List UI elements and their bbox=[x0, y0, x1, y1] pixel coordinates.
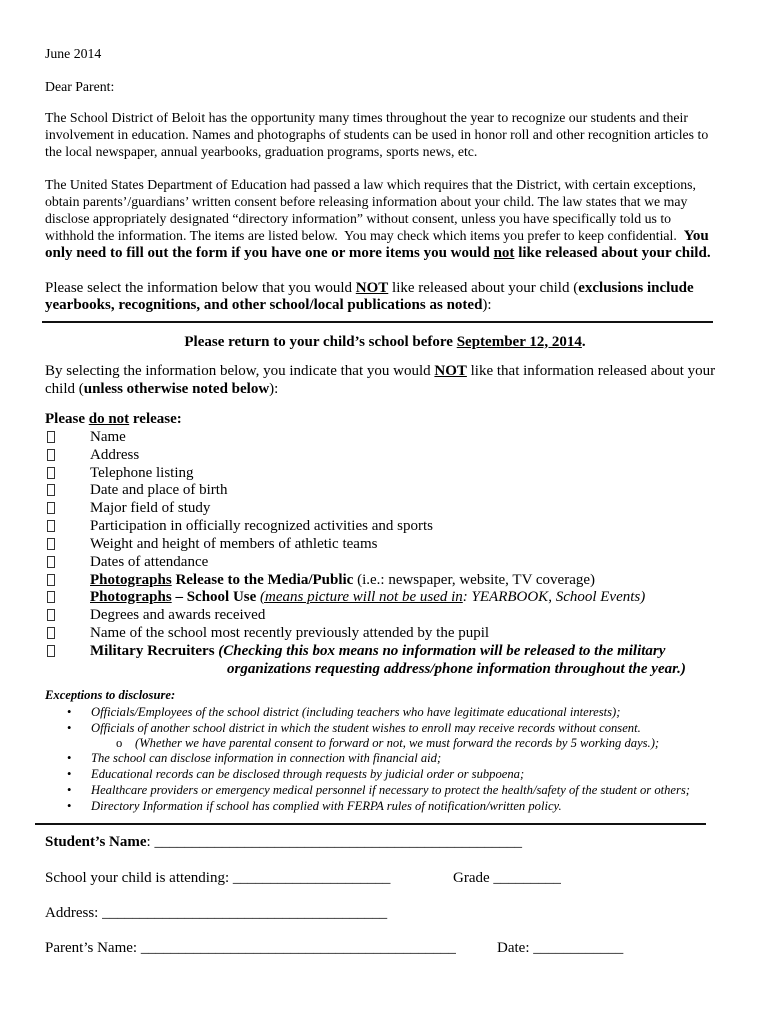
release-heading bbox=[45, 410, 182, 428]
release-item-label: Major field of study bbox=[90, 499, 211, 516]
activities-checkbox[interactable] bbox=[47, 520, 55, 532]
photographs-label: Photographs bbox=[90, 571, 172, 588]
exception-item bbox=[0, 799, 770, 814]
photo-school-note: : YEARBOOK, School Events) bbox=[462, 588, 646, 605]
law-line-text: withhold the information. The items are listed below. You may check which items you prefer to keep confidential. bbox=[45, 228, 684, 243]
indicate-text: ): bbox=[269, 380, 279, 397]
law-emphasis-start: You bbox=[683, 228, 709, 244]
indicate-note: unless otherwise noted below bbox=[83, 380, 270, 397]
address-checkbox[interactable] bbox=[47, 449, 55, 461]
select-text: like released about your child ( bbox=[388, 279, 579, 296]
divider bbox=[42, 321, 713, 323]
indicate-text: like that information released about your bbox=[466, 362, 716, 379]
return-notice bbox=[0, 333, 770, 351]
photo-school-note: (means picture will not be used in bbox=[260, 588, 463, 605]
date-field[interactable]: ____________ bbox=[533, 939, 624, 956]
exception-text: The school can disclose information in connection with financial aid; bbox=[91, 751, 442, 765]
release-item-label: Name of the school most recently previously attended by the pupil bbox=[90, 624, 490, 641]
release-item-activities bbox=[0, 517, 770, 535]
address-field[interactable]: ______________________________________ bbox=[102, 904, 388, 921]
release-item-label: Name bbox=[90, 428, 126, 445]
intro-line: the local newspaper, annual yearbooks, graduation programs, sports news, etc. bbox=[45, 144, 478, 159]
photo-media-note: (i.e.: newspaper, website, TV coverage) bbox=[353, 571, 595, 588]
law-emphasis-line bbox=[45, 244, 711, 262]
indicate-text: By selecting the information below, you indicate that you would bbox=[45, 362, 435, 379]
release-item-attendance bbox=[0, 553, 770, 571]
address-row bbox=[45, 904, 387, 922]
exception-item bbox=[0, 721, 770, 736]
return-notice-text: Please return to your child’s school before bbox=[184, 333, 457, 350]
school-row bbox=[45, 869, 390, 887]
exception-sub-text: (Whether we have parental consent to forward or not, we must forward the records by 5 working days.); bbox=[135, 736, 660, 750]
select-exclusions: exclusions include bbox=[578, 279, 694, 296]
school-label: School your child is attending: bbox=[45, 869, 233, 886]
military-note: (Checking this box means no information will be released to the military bbox=[214, 642, 666, 659]
exception-text: Healthcare providers or emergency medical personnel if necessary to protect the health/safety of the student or others; bbox=[91, 783, 690, 797]
photographs-label: Photographs bbox=[90, 588, 172, 605]
student-name-label: Student’s Name bbox=[45, 833, 147, 850]
attendance-checkbox[interactable] bbox=[47, 556, 55, 568]
degrees-checkbox[interactable] bbox=[47, 609, 55, 621]
return-notice-text: . bbox=[581, 333, 586, 350]
photo-media-checkbox[interactable] bbox=[47, 574, 55, 586]
letter-date: June 2014 bbox=[45, 46, 102, 61]
release-item-label: Address bbox=[90, 446, 140, 463]
exception-sub-item bbox=[0, 736, 770, 751]
select-text: Please select the information below that you would bbox=[45, 279, 356, 296]
law-emphasis-not: not bbox=[493, 244, 515, 261]
parent-name-row bbox=[45, 939, 456, 957]
photo-media-title: Release to the Media/Public bbox=[171, 571, 354, 588]
intro-line: The School District of Beloit has the opportunity many times throughout the year to recognize our students and their bbox=[45, 110, 688, 125]
student-name-field[interactable]: _________________________________________________ bbox=[154, 833, 522, 850]
release-item-label: Dates of attendance bbox=[90, 553, 209, 570]
exception-text: Educational records can be disclosed through requests by judicial order or subpoena; bbox=[91, 767, 525, 781]
name-checkbox[interactable] bbox=[47, 431, 55, 443]
exception-text: Officials/Employees of the school district (including teachers who have legitimate educational interests); bbox=[91, 705, 621, 719]
select-instructions-line bbox=[45, 279, 694, 297]
grade-field[interactable]: _________ bbox=[493, 869, 561, 886]
indicate-line bbox=[45, 380, 278, 398]
exception-item bbox=[0, 767, 770, 782]
indicate-line bbox=[45, 362, 715, 380]
bullet-icon bbox=[67, 751, 71, 766]
release-item-label bbox=[90, 642, 665, 660]
exception-text: Officials of another school district in which the student wishes to enroll may receive records without consent. bbox=[91, 721, 641, 735]
return-deadline: September 12, 2014 bbox=[456, 333, 582, 350]
major-checkbox[interactable] bbox=[47, 502, 55, 514]
select-instructions-line bbox=[45, 296, 492, 314]
exception-item bbox=[0, 751, 770, 766]
indicate-not: NOT bbox=[434, 362, 467, 379]
release-item-label bbox=[90, 571, 595, 589]
previous-school-checkbox[interactable] bbox=[47, 627, 55, 639]
birth-checkbox[interactable] bbox=[47, 484, 55, 496]
select-text: ): bbox=[482, 296, 492, 313]
athletics-checkbox[interactable] bbox=[47, 538, 55, 550]
release-item-photo-media bbox=[0, 571, 770, 589]
bullet-icon bbox=[67, 783, 71, 798]
date-row bbox=[497, 939, 623, 957]
release-heading-text: Please bbox=[45, 410, 89, 427]
military-note-continued: organizations requesting address/phone information throughout the year.) bbox=[227, 660, 686, 677]
release-item-label: Participation in officially recognized activities and sports bbox=[90, 517, 433, 534]
law-emphasis-text: only need to fill out the form if you have one or more items you would bbox=[45, 244, 494, 261]
bullet-icon bbox=[67, 767, 71, 782]
law-line: The United States Department of Education had passed a law which requires that the District, with certain exceptions, bbox=[45, 177, 696, 192]
parent-name-label: Parent’s Name: bbox=[45, 939, 141, 956]
law-line: disclose appropriately designated “directory information” without consent, unless you have specifically told us to bbox=[45, 211, 672, 226]
release-item-label: Telephone listing bbox=[90, 464, 194, 481]
exception-item bbox=[0, 705, 770, 720]
select-not: NOT bbox=[355, 279, 389, 296]
telephone-checkbox[interactable] bbox=[47, 467, 55, 479]
exception-item bbox=[0, 783, 770, 798]
release-item-telephone bbox=[0, 464, 770, 482]
photo-school-title: – School Use bbox=[171, 588, 261, 605]
student-name-row bbox=[45, 833, 522, 851]
military-checkbox[interactable] bbox=[47, 645, 55, 657]
release-item-military bbox=[0, 642, 770, 660]
release-item-birth bbox=[0, 481, 770, 499]
release-item-label bbox=[90, 588, 645, 606]
release-heading-text: release: bbox=[129, 410, 182, 427]
release-heading-do-not: do not bbox=[88, 410, 130, 427]
photo-school-checkbox[interactable] bbox=[47, 591, 55, 603]
grade-row bbox=[453, 869, 561, 887]
release-item-label: Date and place of birth bbox=[90, 481, 228, 498]
release-item-address bbox=[0, 446, 770, 464]
bullet-icon bbox=[67, 705, 71, 720]
salutation: Dear Parent: bbox=[45, 79, 115, 94]
date-label: Date: bbox=[497, 939, 534, 956]
release-item-photo-school bbox=[0, 588, 770, 606]
release-item-degrees bbox=[0, 606, 770, 624]
bullet-icon bbox=[67, 799, 71, 814]
release-item-name bbox=[0, 428, 770, 446]
sub-bullet-icon bbox=[116, 736, 122, 751]
grade-label: Grade bbox=[453, 869, 494, 886]
bullet-icon bbox=[67, 721, 71, 736]
law-emphasis-text: like released about your child. bbox=[514, 244, 711, 261]
select-exclusions: yearbooks, recognitions, and other school/local publications as noted bbox=[45, 296, 483, 313]
parent-name-field[interactable]: __________________________________________ bbox=[140, 939, 456, 956]
release-item-major bbox=[0, 499, 770, 517]
address-label: Address: bbox=[45, 904, 103, 921]
intro-line: involvement in education. Names and photographs of students can be used in honor roll and other recognition articles to bbox=[45, 127, 709, 142]
exceptions-heading: Exceptions to disclosure: bbox=[45, 688, 176, 702]
release-item-athletics bbox=[0, 535, 770, 553]
release-item-label: Weight and height of members of athletic teams bbox=[90, 535, 378, 552]
law-line bbox=[45, 227, 709, 245]
law-line: obtain parents’/guardians’ written consent before releasing information about your child. The law states that we may bbox=[45, 194, 688, 209]
divider bbox=[35, 823, 706, 825]
student-name-colon: : bbox=[146, 833, 155, 850]
release-item-label: Degrees and awards received bbox=[90, 606, 266, 623]
military-title: Military Recruiters bbox=[90, 642, 215, 659]
exception-text: Directory Information if school has complied with FERPA rules of notification/written policy. bbox=[91, 799, 562, 813]
school-field[interactable]: _____________________ bbox=[232, 869, 391, 886]
release-item-previous-school bbox=[0, 624, 770, 642]
indicate-text: child ( bbox=[45, 380, 84, 397]
